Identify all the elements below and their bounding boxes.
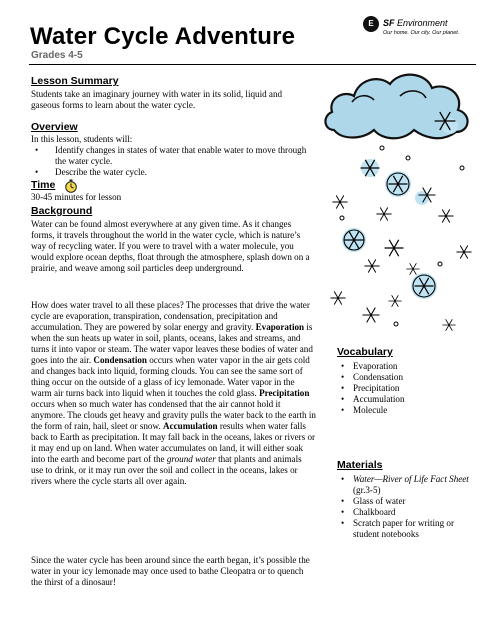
background-heading: Background bbox=[31, 205, 93, 217]
vocabulary-heading: Vocabulary bbox=[337, 346, 393, 358]
lesson-summary-text: Students take an imaginary journey with water in its solid, liquid and gaseous forms to learn about the water cycle. bbox=[31, 89, 283, 110]
header-divider bbox=[29, 64, 476, 65]
background-para-1: Water can be found almost everywhere at any given time. As it changes forms, it travels throughout the world in the water cycle, which is nature’s way of recycling water. If you were to travel with a water molecule, you would explore ocean depths, float through the atmosphere, splash down on a prairie, and weave among soil particles deep underground. bbox=[31, 219, 310, 273]
list-item: • Evaporation bbox=[337, 361, 477, 372]
list-item: • Water—River of Life Fact Sheet (gr.3-5) bbox=[337, 474, 479, 496]
background-para-3: Since the water cycle has been around since the earth began, it’s possible the water in your icy lemonade may once used to bathe Cleopatra or to quench the thirst of a dinosaur! bbox=[31, 555, 310, 587]
list-item: • Chalkboard bbox=[337, 507, 479, 518]
logo-mark-icon: E bbox=[363, 16, 379, 32]
materials-list bbox=[337, 474, 479, 540]
cloud-snowflakes-icon bbox=[322, 68, 482, 340]
list-item: • Molecule bbox=[337, 405, 477, 416]
materials-heading: Materials bbox=[337, 459, 383, 471]
page-title: Water Cycle Adventure bbox=[30, 23, 296, 50]
logo-tagline: Our home. Our city. Our planet. bbox=[383, 30, 460, 36]
stopwatch-icon bbox=[64, 179, 78, 193]
overview-block bbox=[31, 134, 316, 178]
list-item: • Describe the water cycle. bbox=[31, 167, 316, 178]
logo-name: SF Environment bbox=[383, 18, 448, 28]
time-text: 30-45 minutes for lesson bbox=[31, 192, 122, 202]
list-item: • Identify changes in states of water that enable water to move through the water cycle. bbox=[31, 145, 316, 167]
list-item: • Accumulation bbox=[337, 394, 477, 405]
sf-environment-logo bbox=[363, 16, 473, 56]
vocabulary-list bbox=[337, 361, 477, 416]
overview-heading: Overview bbox=[31, 121, 78, 133]
list-item: • Precipitation bbox=[337, 383, 477, 394]
grade-level: Grades 4-5 bbox=[31, 50, 83, 61]
time-heading: Time bbox=[31, 179, 56, 191]
background-para-2: How does water travel to all these places? The processes that drive the water cycle are evaporation, transpiration, condensation, precipitation and accumulation. They are powered by solar energy and gravity. Evaporation is when the sun heats up water in soil, plants, oceans, lakes and streams, and turns it into vapor or steam. The water vapor leaves these bodies of water and goes into the air. Condensation occurs when water vapor in the air gets cold and changes back into liquid, forming clouds. You can see the same sort of thing occur on the outside of a glass of icy lemonade. Water vapor in the warm air turns back into liquid when it touches the cold glass. Precipitation occurs when so much water has condensed that the air cannot hold it anymore. The clouds get heavy and gravity pulls the water back to the earth in the form of rain, hail, sleet or snow. Accumulation results when water falls back to Earth as precipitation. It may fall back in the oceans, lakes or rivers or it may end up on land. When water accumulates on land, it will either soak into the earth and become part of the ground water that plants and animals use to drink, or it may run over the soil and collect in the oceans, lakes or rivers where the cycle starts all over again. bbox=[31, 300, 316, 486]
list-item: • Glass of water bbox=[337, 496, 479, 507]
overview-list bbox=[31, 145, 316, 178]
list-item: • Scratch paper for writing or student notebooks bbox=[337, 518, 479, 540]
list-item: • Condensation bbox=[337, 372, 477, 383]
lesson-summary-heading: Lesson Summary bbox=[31, 75, 119, 87]
overview-intro: In this lesson, students will: bbox=[31, 134, 133, 144]
